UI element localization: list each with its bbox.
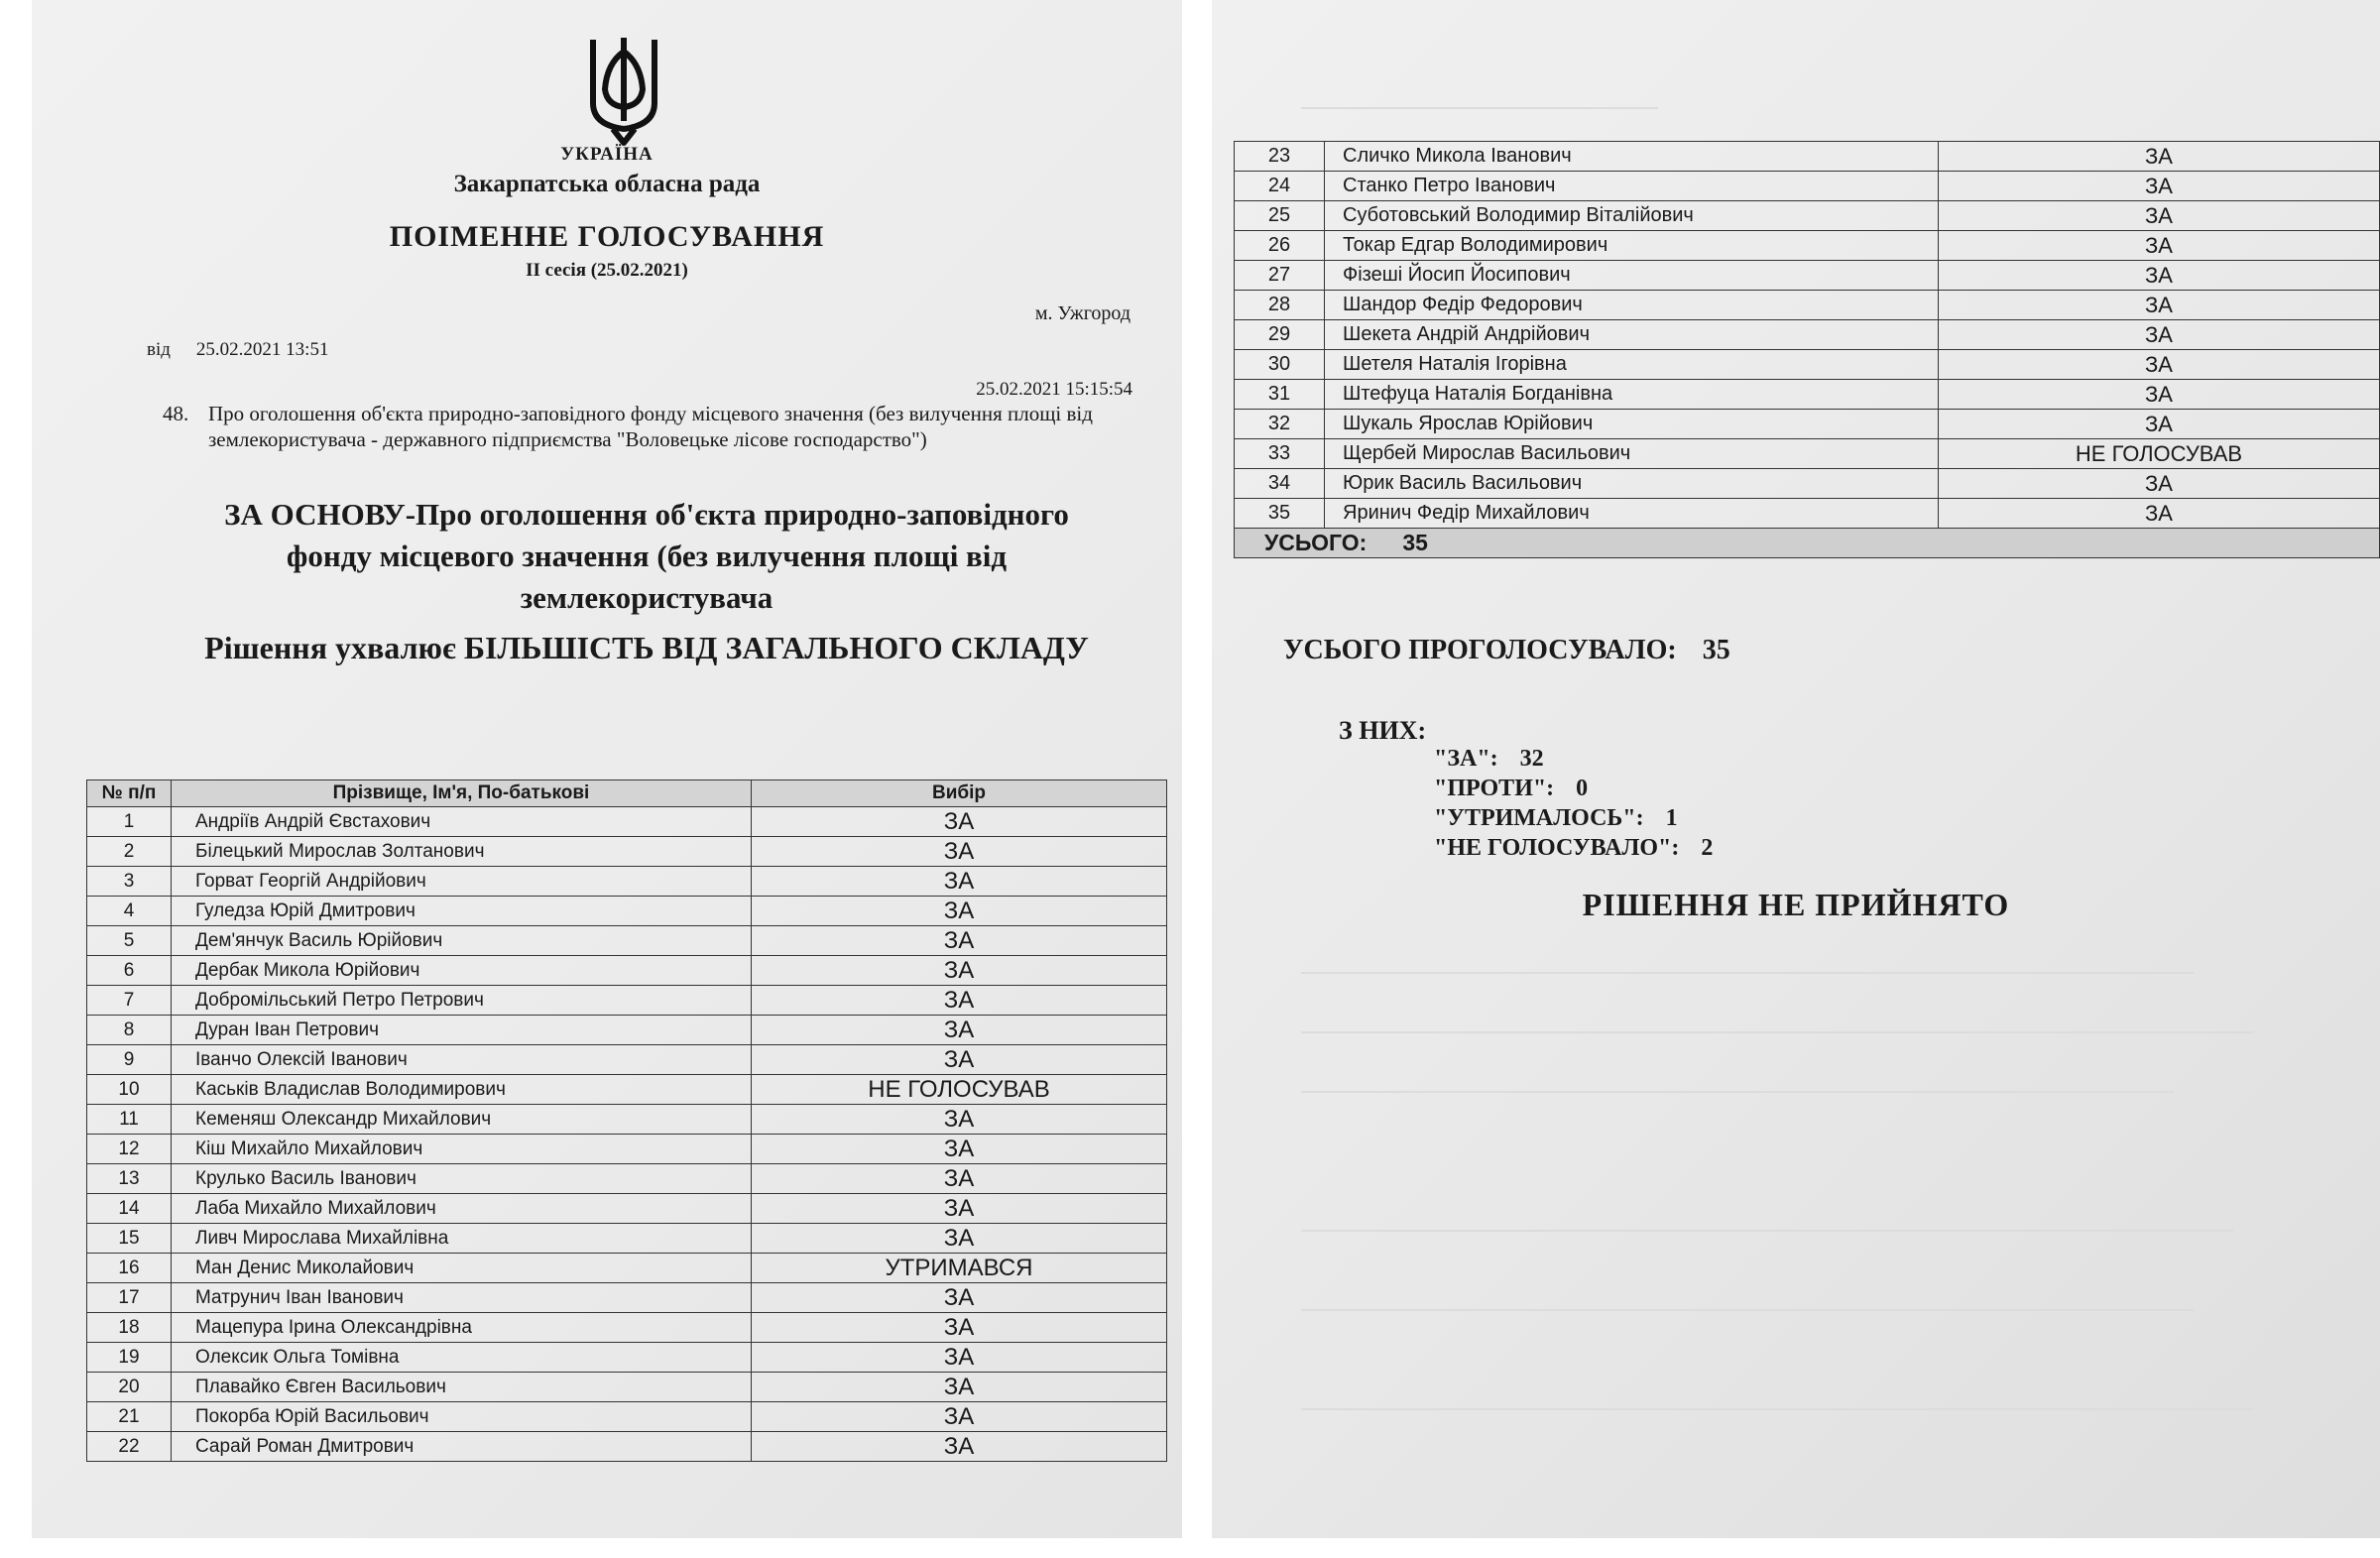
row-number: 21 xyxy=(87,1402,172,1432)
row-number: 13 xyxy=(87,1164,172,1194)
row-number: 22 xyxy=(87,1432,172,1462)
summary-abstained xyxy=(1434,805,1678,832)
row-name: Шекета Андрій Андрійович xyxy=(1325,320,1939,350)
bleed-through-line xyxy=(1301,1230,2233,1232)
council-name: Закарпатська обласна рада xyxy=(453,171,761,197)
row-name: Добромільський Петро Петрович xyxy=(172,986,752,1016)
bleed-through-line xyxy=(1301,1408,2253,1410)
table-row xyxy=(87,867,1167,897)
bleed-through-line xyxy=(1301,107,1658,109)
row-name: Іванчо Олексій Іванович xyxy=(172,1045,752,1075)
row-number: 30 xyxy=(1235,350,1325,380)
row-choice: ЗА xyxy=(1939,320,2380,350)
summary-against xyxy=(1434,776,1588,802)
summary-for-label: "ЗА": xyxy=(1434,746,1498,772)
row-choice: ЗА xyxy=(752,1343,1167,1373)
table-row xyxy=(87,1402,1167,1432)
table-row xyxy=(87,926,1167,956)
row-name: Фізеші Йосип Йосипович xyxy=(1325,261,1939,291)
from-value: 25.02.2021 13:51 xyxy=(195,339,329,360)
row-name: Горват Георгій Андрійович xyxy=(172,867,752,897)
agenda-text: Про оголошення об'єкта природно-заповідного фонду місцевого значення (без вилучення площі від землекористувача - державного підприємства "Воловецьке лісове господарство") xyxy=(208,402,1093,451)
right-page xyxy=(1212,0,2380,1538)
row-name: Шандор Федір Федорович xyxy=(1325,291,1939,320)
table-row xyxy=(1235,439,2380,469)
table-row xyxy=(87,1016,1167,1045)
table-row xyxy=(1235,291,2380,320)
summary-for xyxy=(1434,746,1544,773)
row-number: 28 xyxy=(1235,291,1325,320)
row-name: Шетеля Наталія Ігорівна xyxy=(1325,350,1939,380)
summary-against-value: 0 xyxy=(1576,776,1589,801)
coat-of-arms-icon xyxy=(583,34,664,147)
row-choice: ЗА xyxy=(752,1135,1167,1164)
decision-rule: Рішення ухвалює БІЛЬШІСТЬ ВІД ЗАГАЛЬНОГО СКЛАДУ xyxy=(204,630,1089,665)
row-number: 33 xyxy=(1235,439,1325,469)
row-choice: НЕ ГОЛОСУВАВ xyxy=(1939,439,2380,469)
row-name: Олексик Ольга Томівна xyxy=(172,1343,752,1373)
country-name: УКРАЇНА xyxy=(560,144,654,165)
table-row xyxy=(1235,261,2380,291)
row-choice: ЗА xyxy=(1939,469,2380,499)
summary-abstained-value: 1 xyxy=(1665,805,1678,831)
row-choice: ЗА xyxy=(752,1432,1167,1462)
row-name: Плавайко Євген Васильович xyxy=(172,1373,752,1402)
row-choice: ЗА xyxy=(752,1164,1167,1194)
row-choice: ЗА xyxy=(1939,231,2380,261)
row-choice: ЗА xyxy=(752,1373,1167,1402)
row-choice: ЗА xyxy=(1939,291,2380,320)
bleed-through-line xyxy=(1301,1309,2194,1311)
row-number: 34 xyxy=(1235,469,1325,499)
row-choice: ЗА xyxy=(752,807,1167,837)
row-name: Лаба Михайло Михайлович xyxy=(172,1194,752,1224)
table-row xyxy=(87,1075,1167,1105)
row-choice: ЗА xyxy=(752,956,1167,986)
table-row xyxy=(1235,172,2380,201)
row-choice: ЗА xyxy=(1939,172,2380,201)
row-choice: ЗА xyxy=(752,837,1167,867)
summary-against-label: "ПРОТИ": xyxy=(1434,776,1555,801)
row-name: Ливч Мирослава Михайлівна xyxy=(172,1224,752,1254)
row-name: Матрунич Іван Іванович xyxy=(172,1283,752,1313)
row-number: 6 xyxy=(87,956,172,986)
row-number: 25 xyxy=(1235,201,1325,231)
row-choice: ЗА xyxy=(1939,142,2380,172)
row-choice: ЗА xyxy=(1939,261,2380,291)
table-row xyxy=(1235,410,2380,439)
row-name: Дуран Іван Петрович xyxy=(172,1016,752,1045)
summary-abstained-label: "УТРИМАЛОСЬ": xyxy=(1434,805,1644,831)
row-name: Яринич Федір Михайлович xyxy=(1325,499,1939,529)
header-choice: Вибір xyxy=(752,780,1167,807)
row-number: 35 xyxy=(1235,499,1325,529)
row-number: 29 xyxy=(1235,320,1325,350)
row-name: Білецький Мирослав Золтанович xyxy=(172,837,752,867)
bleed-through-line xyxy=(1301,1091,2174,1093)
row-name: Станко Петро Іванович xyxy=(1325,172,1939,201)
header-name: Прізвище, Ім'я, По-батькові xyxy=(172,780,752,807)
row-number: 24 xyxy=(1235,172,1325,201)
row-name: Штефуца Наталія Богданівна xyxy=(1325,380,1939,410)
left-page xyxy=(32,0,1182,1538)
row-number: 2 xyxy=(87,837,172,867)
row-choice: УТРИМАВСЯ xyxy=(752,1254,1167,1283)
row-number: 1 xyxy=(87,807,172,837)
row-name: Шукаль Ярослав Юрійович xyxy=(1325,410,1939,439)
agenda-item xyxy=(163,401,1144,452)
city: м. Ужгород xyxy=(1034,302,1130,324)
row-number: 10 xyxy=(87,1075,172,1105)
table-row xyxy=(87,956,1167,986)
row-number: 16 xyxy=(87,1254,172,1283)
table-row xyxy=(87,1283,1167,1313)
table-row xyxy=(87,1373,1167,1402)
row-choice: ЗА xyxy=(752,926,1167,956)
table-row xyxy=(1235,142,2380,172)
row-name: Мацепура Ірина Олександрівна xyxy=(172,1313,752,1343)
row-choice: ЗА xyxy=(752,1402,1167,1432)
row-name: Ман Денис Миколайович xyxy=(172,1254,752,1283)
row-number: 23 xyxy=(1235,142,1325,172)
row-name: Токар Едгар Володимирович xyxy=(1325,231,1939,261)
row-name: Суботовський Володимир Віталійович xyxy=(1325,201,1939,231)
of-them-label: З НИХ: xyxy=(1339,716,1427,745)
bleed-through-line xyxy=(1301,1031,2253,1033)
row-choice: ЗА xyxy=(752,897,1167,926)
table-row xyxy=(87,1135,1167,1164)
row-number: 26 xyxy=(1235,231,1325,261)
row-name: Каськів Владислав Володимирович xyxy=(172,1075,752,1105)
row-name: Покорба Юрій Васильович xyxy=(172,1402,752,1432)
summary-not-voted-value: 2 xyxy=(1701,835,1714,861)
from-date-line xyxy=(147,339,328,361)
table-row xyxy=(87,807,1167,837)
row-name: Крулько Василь Іванович xyxy=(172,1164,752,1194)
table-row xyxy=(87,1105,1167,1135)
row-number: 8 xyxy=(87,1016,172,1045)
row-number: 14 xyxy=(87,1194,172,1224)
row-number: 9 xyxy=(87,1045,172,1075)
row-choice: ЗА xyxy=(1939,410,2380,439)
table-row xyxy=(87,1194,1167,1224)
table-row xyxy=(1235,201,2380,231)
table-row xyxy=(87,1432,1167,1462)
table-total-row xyxy=(1235,529,2380,558)
session-info: ІІ сесія (25.02.2021) xyxy=(526,260,688,281)
vote-timestamp: 25.02.2021 15:15:54 xyxy=(976,379,1132,400)
table-row xyxy=(1235,320,2380,350)
row-name: Сарай Роман Дмитрович xyxy=(172,1432,752,1462)
row-choice: ЗА xyxy=(752,986,1167,1016)
decision-result: РІШЕННЯ НЕ ПРИЙНЯТО xyxy=(1582,887,2010,922)
votes-table-right xyxy=(1234,141,2380,558)
row-name: Кіш Михайло Михайлович xyxy=(172,1135,752,1164)
row-choice: ЗА xyxy=(1939,350,2380,380)
votes-table-right-body xyxy=(1235,142,2380,529)
table-header-row xyxy=(87,780,1167,807)
header-number: № п/п xyxy=(87,780,172,807)
table-row xyxy=(87,897,1167,926)
row-choice: ЗА xyxy=(752,1105,1167,1135)
basis-heading: ЗА ОСНОВУ-Про оголошення об'єкта природно-заповідного фонду місцевого значення (без вилучення площі від землекористувача xyxy=(224,497,1069,615)
row-number: 7 xyxy=(87,986,172,1016)
table-row xyxy=(87,1164,1167,1194)
row-choice: ЗА xyxy=(752,1224,1167,1254)
row-name: Гуледза Юрій Дмитрович xyxy=(172,897,752,926)
table-row xyxy=(1235,469,2380,499)
table-row xyxy=(1235,499,2380,529)
row-name: Кеменяш Олександр Михайлович xyxy=(172,1105,752,1135)
row-number: 20 xyxy=(87,1373,172,1402)
row-number: 32 xyxy=(1235,410,1325,439)
row-name: Сличко Микола Іванович xyxy=(1325,142,1939,172)
table-row xyxy=(87,1254,1167,1283)
table-row xyxy=(87,986,1167,1016)
row-number: 15 xyxy=(87,1224,172,1254)
agenda-number: 48. xyxy=(163,402,189,425)
table-total-cell xyxy=(1235,529,2380,558)
table-row xyxy=(1235,231,2380,261)
table-row xyxy=(1235,380,2380,410)
table-row xyxy=(87,1343,1167,1373)
total-voted xyxy=(1283,635,1730,666)
row-name: Дем'янчук Василь Юрійович xyxy=(172,926,752,956)
table-row xyxy=(87,1224,1167,1254)
row-choice: ЗА xyxy=(1939,380,2380,410)
table-row xyxy=(87,1313,1167,1343)
total-voted-label: УСЬОГО ПРОГОЛОСУВАЛО: xyxy=(1283,635,1677,665)
table-row xyxy=(87,1045,1167,1075)
row-number: 5 xyxy=(87,926,172,956)
row-number: 27 xyxy=(1235,261,1325,291)
row-choice: ЗА xyxy=(752,867,1167,897)
summary-not-voted-label: "НЕ ГОЛОСУВАЛО": xyxy=(1434,835,1680,861)
row-choice: ЗА xyxy=(752,1045,1167,1075)
row-choice: ЗА xyxy=(752,1194,1167,1224)
row-name: Дербак Микола Юрійович xyxy=(172,956,752,986)
row-choice: ЗА xyxy=(752,1016,1167,1045)
table-row xyxy=(87,837,1167,867)
document-title: ПОІМЕННЕ ГОЛОСУВАННЯ xyxy=(389,220,825,253)
row-name: Щербей Мирослав Васильович xyxy=(1325,439,1939,469)
row-number: 17 xyxy=(87,1283,172,1313)
row-number: 12 xyxy=(87,1135,172,1164)
row-number: 11 xyxy=(87,1105,172,1135)
row-name: Андріїв Андрій Євстахович xyxy=(172,807,752,837)
summary-for-value: 32 xyxy=(1519,746,1544,772)
row-choice: ЗА xyxy=(752,1313,1167,1343)
row-choice: ЗА xyxy=(752,1283,1167,1313)
table-total-label: УСЬОГО: xyxy=(1264,530,1368,555)
from-label: від xyxy=(147,339,171,360)
summary-not-voted xyxy=(1434,835,1713,862)
votes-table-left-body xyxy=(87,807,1167,1462)
row-number: 19 xyxy=(87,1343,172,1373)
row-name: Юрик Василь Васильович xyxy=(1325,469,1939,499)
row-number: 3 xyxy=(87,867,172,897)
row-choice: ЗА xyxy=(1939,201,2380,231)
row-number: 4 xyxy=(87,897,172,926)
table-total-value: 35 xyxy=(1402,530,1428,555)
votes-table-left xyxy=(86,779,1167,1462)
row-choice: ЗА xyxy=(1939,499,2380,529)
total-voted-value: 35 xyxy=(1702,635,1730,665)
bleed-through-line xyxy=(1301,972,2194,974)
row-choice: НЕ ГОЛОСУВАВ xyxy=(752,1075,1167,1105)
row-number: 31 xyxy=(1235,380,1325,410)
table-row xyxy=(1235,350,2380,380)
row-number: 18 xyxy=(87,1313,172,1343)
